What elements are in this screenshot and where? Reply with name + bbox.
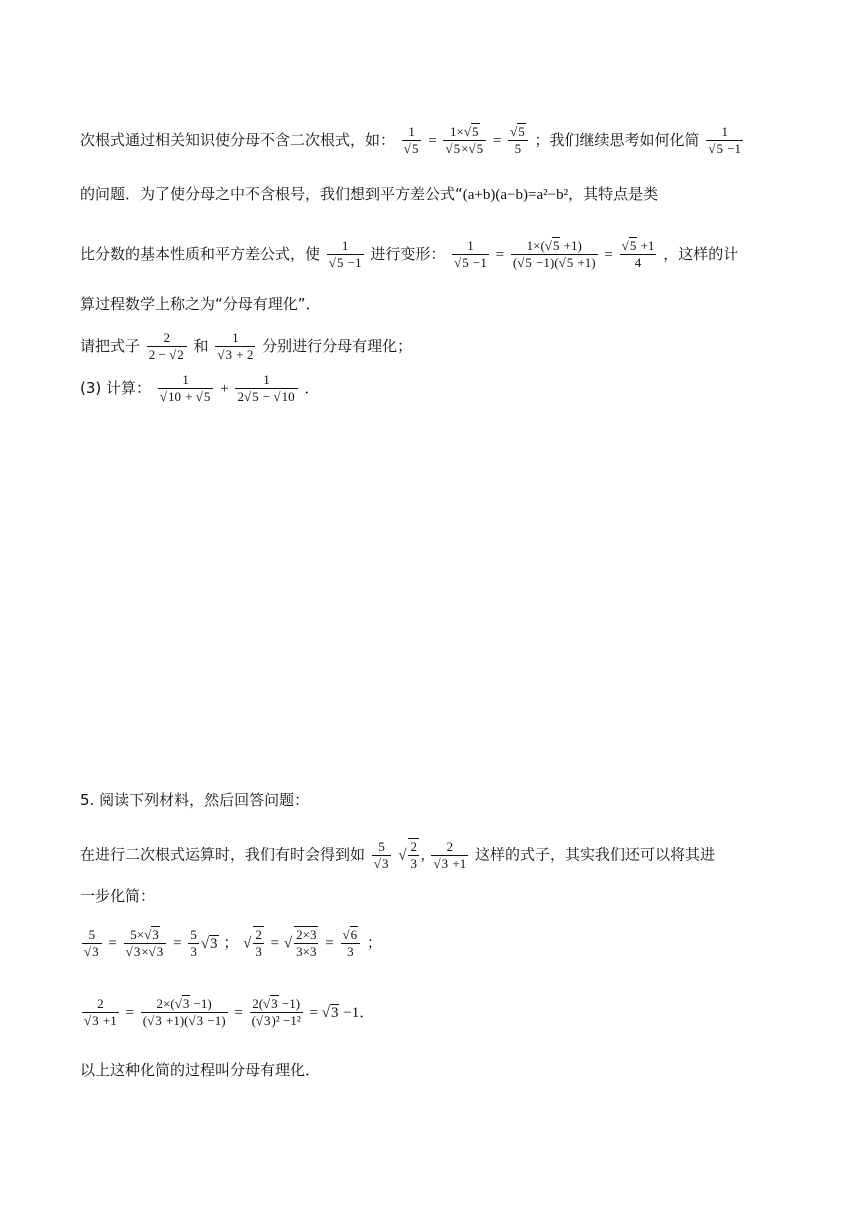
fraction: $\frac{1}{2√5 - √10}$	[235, 372, 297, 405]
fraction: $\frac{5}{√3}$	[82, 927, 102, 960]
q5-line-4: $\frac{2}{√3 +1}$ = $\frac{2\times(√3 -1)}{(√3 +1)(√3 -1)}$ = $\frac{2(√3 -1)}{\text{(√3)² −1²}}$ = √3 −1．	[84, 996, 375, 1028]
para-line-3: 比分数的基本性质和平方差公式，使 $\frac{1}{√5 -1}$ 进行变形： $\frac{1}{√5 -1}$ = $\frac{1\times(√5 +1)}{(√5 -1)(√5 +1)}$ = $\frac{√5 +1}{4}$ ，这样的计	[80, 238, 739, 270]
fraction: $\frac{√5}{5}$	[508, 124, 528, 157]
fraction: $\frac{1\times√5}{√5\times√5}$	[443, 124, 486, 157]
fraction: $\frac{1}{√5}$	[402, 124, 422, 157]
q5-line-5: 以上这种化简的过程叫分母有理化．	[80, 1061, 321, 1079]
q5-line-2: 一步化简：	[80, 887, 156, 905]
fraction: $\frac{2}{√3 +1}$	[433, 838, 467, 871]
fraction: $\frac{2}{√3 +1}$	[84, 996, 117, 1028]
para-line-1: 次根式通过相关知识使分母不含二次根式，如： $\frac{1}{√5}$ = $\frac{1\times√5}{√5\times√5}$ = $\frac{√5}{5}$ ；我们继续思考如何化简 $\frac{1}{√5 -1}$	[80, 124, 742, 156]
q5-line-3: $\frac{5}{√3}$ = $\frac{5\times√3}{√3\times√3}$ = $\frac{5}{3}$ √3 ； √ $\frac{2}{3}$ = √ $\frac{2\times 3}{3\times 3}$ = $\frac{√6}{3}$ ；	[84, 926, 382, 959]
question-5-title: 5. 阅读下列材料，然后回答问题：	[80, 791, 310, 809]
fraction: $\frac{√5 +1}{4}$	[621, 238, 655, 270]
fraction: $\frac{1}{√3 + 2}$	[217, 330, 254, 362]
fraction: $\frac{2}{3}$	[410, 839, 417, 871]
para-line-2: 的问题．为了使分母之中不含根号，我们想到平方差公式“(a+b)(a−b)=a²−b²，其特点是类	[80, 185, 659, 203]
q5-line-1: 在进行二次根式运算时，我们有时会得到如 $\frac{5}{√3}$ √ $\frac{2}{3}$ , $\frac{2}{√3 +1}$ 这样的式子，其实我们还可以将其进	[80, 838, 716, 871]
fraction: $\frac{2}{3}$	[255, 927, 262, 959]
fraction: $\frac{2\times 3}{3\times 3}$	[296, 927, 317, 959]
fraction: $\frac{√6}{3}$	[341, 927, 361, 960]
fraction: $\frac{2\times(√3 -1)}{(√3 +1)(√3 -1)}$	[142, 996, 226, 1028]
fraction: $\frac{5}{√3}$	[372, 839, 392, 872]
para-line-4: 算过程数学上称之为“分母有理化”．	[80, 295, 321, 313]
fraction: $\frac{1}{√10 + √5}$	[158, 372, 214, 405]
para-line-6: (3) 计算： $\frac{1}{√10 + √5}$ + $\frac{1}{2√5 - √10}$ ．	[80, 372, 320, 404]
fraction: $\frac{1\times(√5 +1)}{(√5 -1)(√5 +1)}$	[512, 238, 596, 270]
fraction: $\frac{5\times√3}{√3\times√3}$	[124, 927, 167, 960]
fraction: $\frac{5}{3}$	[190, 926, 197, 959]
para-line-5: 请把式子 $\frac{2}{2 - √2}$ 和 $\frac{1}{√3 + 2}$ 分别进行分母有理化；	[80, 330, 413, 362]
fraction: $\frac{1}{√5 -1}$	[328, 238, 362, 270]
fraction: $\frac{2(√3 -1)}{\text{(√3)² −1²}}$	[251, 996, 301, 1028]
fraction: $\frac{1}{√5 -1}$	[454, 238, 487, 270]
fraction: $\frac{2}{2 - √2}$	[147, 330, 187, 363]
fraction: $\frac{1}{√5 -1}$	[708, 124, 742, 156]
